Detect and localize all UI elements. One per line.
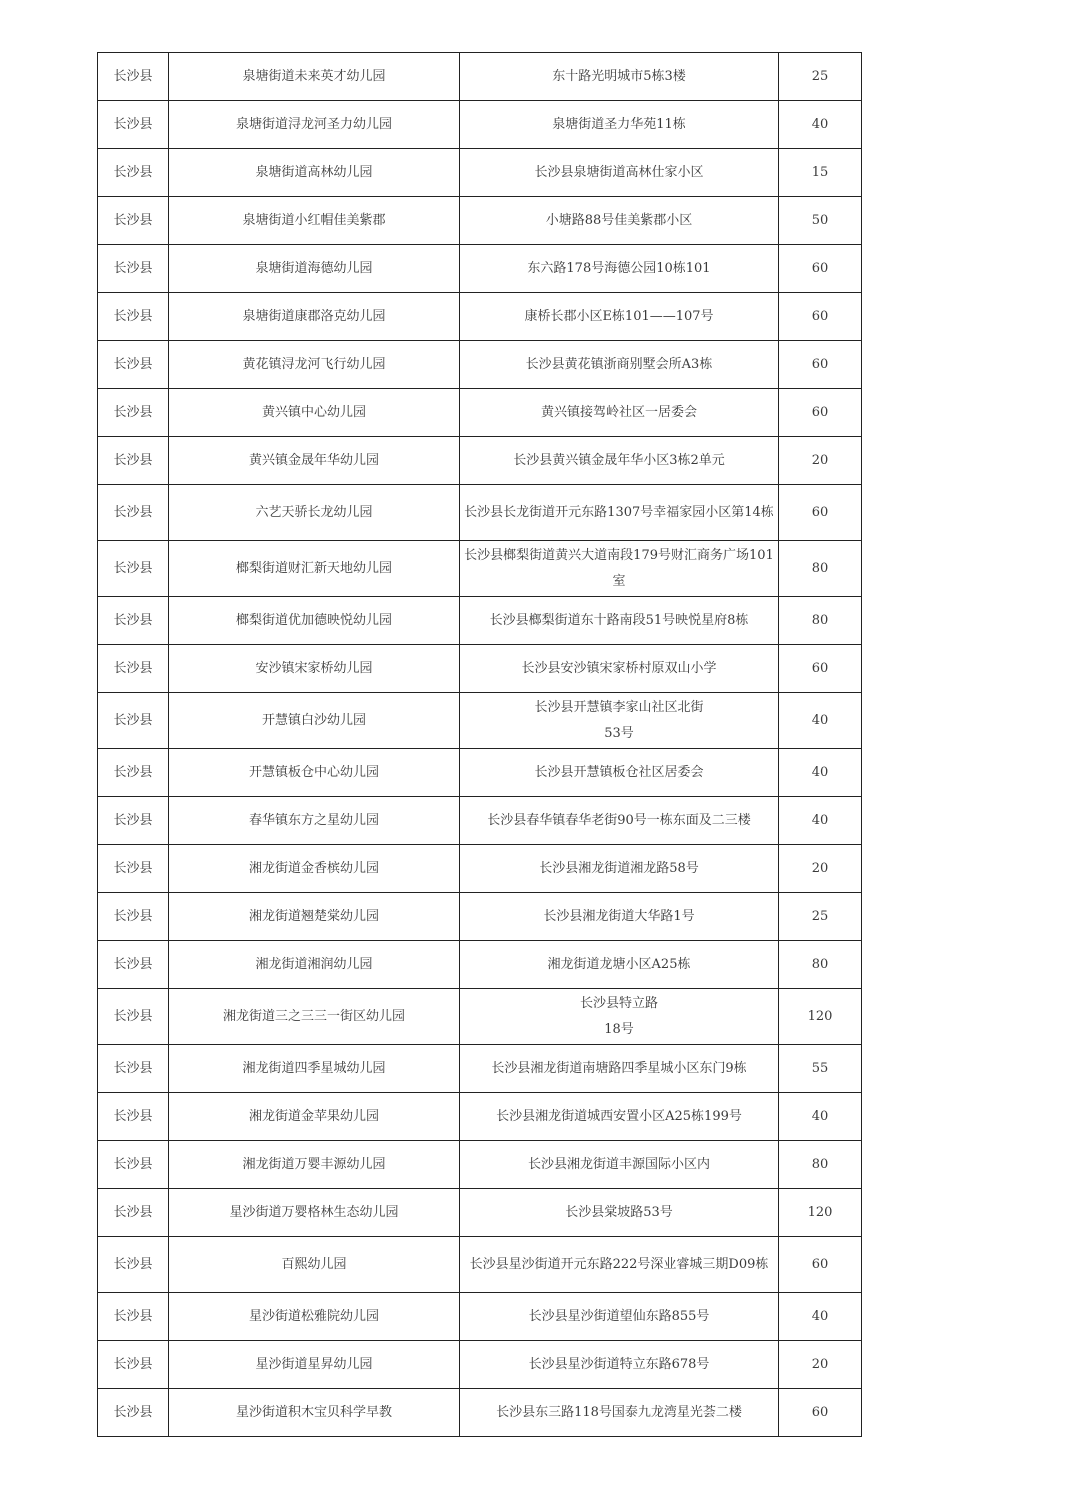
county-cell: 长沙县 [98, 1389, 169, 1437]
kindergarten-name-cell: 星沙街道万婴格林生态幼儿园 [169, 1189, 460, 1237]
kindergarten-name-cell: 湘龙街道四季星城幼儿园 [169, 1045, 460, 1093]
address-cell: 康桥长郡小区E栋101——107号 [460, 293, 779, 341]
capacity-cell: 50 [779, 197, 862, 245]
capacity-cell: 20 [779, 845, 862, 893]
table-row [98, 597, 862, 645]
kindergarten-name-cell: 泉塘街道浔龙河圣力幼儿园 [169, 101, 460, 149]
capacity-cell: 40 [779, 101, 862, 149]
capacity-cell: 40 [779, 749, 862, 797]
county-cell: 长沙县 [98, 597, 169, 645]
county-cell: 长沙县 [98, 53, 169, 101]
table-row [98, 197, 862, 245]
kindergarten-name-cell: 星沙街道积木宝贝科学早教 [169, 1389, 460, 1437]
table-row [98, 293, 862, 341]
kindergarten-name-cell: 泉塘街道小红帽佳美紫郡 [169, 197, 460, 245]
table-row [98, 797, 862, 845]
county-cell: 长沙县 [98, 1045, 169, 1093]
capacity-cell: 20 [779, 1341, 862, 1389]
address-cell: 长沙县湘龙街道南塘路四季星城小区东门9栋 [460, 1045, 779, 1093]
address-cell: 长沙县棠坡路53号 [460, 1189, 779, 1237]
kindergarten-name-cell: 春华镇东方之星幼儿园 [169, 797, 460, 845]
address-cell [460, 989, 779, 1045]
table-row [98, 749, 862, 797]
table-row [98, 389, 862, 437]
capacity-cell: 80 [779, 541, 862, 597]
table-body [98, 53, 862, 1437]
county-cell: 长沙县 [98, 1237, 169, 1293]
kindergarten-name-cell: 开慧镇板仓中心幼儿园 [169, 749, 460, 797]
address-cell: 长沙县榔梨街道黄兴大道南段179号财汇商务广场101室 [460, 541, 779, 597]
capacity-cell: 60 [779, 1237, 862, 1293]
table-row [98, 541, 862, 597]
capacity-cell: 80 [779, 1141, 862, 1189]
table-row [98, 1045, 862, 1093]
county-cell: 长沙县 [98, 245, 169, 293]
kindergarten-name-cell: 榔梨街道财汇新天地幼儿园 [169, 541, 460, 597]
kindergarten-name-cell: 湘龙街道金香槟幼儿园 [169, 845, 460, 893]
address-cell: 长沙县湘龙街道湘龙路58号 [460, 845, 779, 893]
address-cell: 长沙县开慧镇板仓社区居委会 [460, 749, 779, 797]
kindergarten-name-cell: 湘龙街道万婴丰源幼儿园 [169, 1141, 460, 1189]
county-cell: 长沙县 [98, 893, 169, 941]
table-row [98, 437, 862, 485]
county-cell: 长沙县 [98, 645, 169, 693]
table-row [98, 1141, 862, 1189]
kindergarten-name-cell: 泉塘街道海德幼儿园 [169, 245, 460, 293]
address-line: 长沙县开慧镇李家山社区北街 [534, 699, 704, 715]
county-cell: 长沙县 [98, 293, 169, 341]
address-cell: 长沙县星沙街道开元东路222号深业睿城三期D09栋 [460, 1237, 779, 1293]
table-row [98, 1389, 862, 1437]
address-cell: 长沙县湘龙街道城西安置小区A25栋199号 [460, 1093, 779, 1141]
county-cell: 长沙县 [98, 1189, 169, 1237]
address-cell: 长沙县泉塘街道高林仕家小区 [460, 149, 779, 197]
table-row [98, 485, 862, 541]
table-row [98, 149, 862, 197]
table-row [98, 1237, 862, 1293]
county-cell: 长沙县 [98, 389, 169, 437]
capacity-cell: 60 [779, 485, 862, 541]
capacity-cell: 25 [779, 893, 862, 941]
kindergarten-name-cell: 星沙街道星昇幼儿园 [169, 1341, 460, 1389]
kindergarten-name-cell: 六艺天骄长龙幼儿园 [169, 485, 460, 541]
county-cell: 长沙县 [98, 485, 169, 541]
address-cell: 长沙县东三路118号国泰九龙湾星光荟二楼 [460, 1389, 779, 1437]
address-cell: 东六路178号海德公园10栋101 [460, 245, 779, 293]
table-row [98, 1189, 862, 1237]
table-row [98, 693, 862, 749]
address-cell: 长沙县湘龙街道大华路1号 [460, 893, 779, 941]
county-cell: 长沙县 [98, 541, 169, 597]
county-cell: 长沙县 [98, 1341, 169, 1389]
address-line: 18号 [604, 1021, 634, 1037]
kindergarten-name-cell: 湘龙街道翘楚棠幼儿园 [169, 893, 460, 941]
address-cell: 长沙县星沙街道特立东路678号 [460, 1341, 779, 1389]
county-cell: 长沙县 [98, 941, 169, 989]
capacity-cell: 40 [779, 693, 862, 749]
capacity-cell: 40 [779, 1293, 862, 1341]
capacity-cell: 60 [779, 293, 862, 341]
kindergarten-name-cell: 黄兴镇金晟年华幼儿园 [169, 437, 460, 485]
address-cell: 长沙县黄兴镇金晟年华小区3栋2单元 [460, 437, 779, 485]
kindergarten-name-cell: 湘龙街道湘润幼儿园 [169, 941, 460, 989]
capacity-cell: 25 [779, 53, 862, 101]
capacity-cell: 60 [779, 341, 862, 389]
capacity-cell: 60 [779, 389, 862, 437]
table-row [98, 1293, 862, 1341]
kindergarten-table [97, 52, 862, 1437]
kindergarten-name-cell: 黄花镇浔龙河飞行幼儿园 [169, 341, 460, 389]
address-cell: 小塘路88号佳美紫郡小区 [460, 197, 779, 245]
county-cell: 长沙县 [98, 341, 169, 389]
county-cell: 长沙县 [98, 1141, 169, 1189]
table-row [98, 845, 862, 893]
kindergarten-name-cell: 泉塘街道高林幼儿园 [169, 149, 460, 197]
table-row [98, 341, 862, 389]
capacity-cell: 40 [779, 797, 862, 845]
kindergarten-name-cell: 黄兴镇中心幼儿园 [169, 389, 460, 437]
address-cell: 长沙县黄花镇浙商别墅会所A3栋 [460, 341, 779, 389]
kindergarten-name-cell: 泉塘街道未来英才幼儿园 [169, 53, 460, 101]
address-cell: 长沙县春华镇春华老街90号一栋东面及二三楼 [460, 797, 779, 845]
capacity-cell: 40 [779, 1093, 862, 1141]
county-cell: 长沙县 [98, 845, 169, 893]
address-cell: 泉塘街道圣力华苑11栋 [460, 101, 779, 149]
capacity-cell: 120 [779, 989, 862, 1045]
address-line: 53号 [604, 725, 634, 741]
address-line: 长沙县特立路 [579, 995, 658, 1011]
table-row [98, 101, 862, 149]
table-row [98, 53, 862, 101]
address-cell: 长沙县长龙街道开元东路1307号幸福家园小区第14栋 [460, 485, 779, 541]
table-row [98, 245, 862, 293]
table-row [98, 645, 862, 693]
kindergarten-name-cell: 榔梨街道优加德映悦幼儿园 [169, 597, 460, 645]
county-cell: 长沙县 [98, 797, 169, 845]
address-cell: 长沙县榔梨街道东十路南段51号映悦星府8栋 [460, 597, 779, 645]
kindergarten-name-cell: 开慧镇白沙幼儿园 [169, 693, 460, 749]
county-cell: 长沙县 [98, 693, 169, 749]
table-row [98, 941, 862, 989]
capacity-cell: 55 [779, 1045, 862, 1093]
kindergarten-name-cell: 星沙街道松雅院幼儿园 [169, 1293, 460, 1341]
address-cell [460, 693, 779, 749]
capacity-cell: 60 [779, 645, 862, 693]
kindergarten-name-cell: 安沙镇宋家桥幼儿园 [169, 645, 460, 693]
county-cell: 长沙县 [98, 197, 169, 245]
county-cell: 长沙县 [98, 149, 169, 197]
capacity-cell: 80 [779, 597, 862, 645]
capacity-cell: 60 [779, 1389, 862, 1437]
county-cell: 长沙县 [98, 101, 169, 149]
address-cell: 长沙县星沙街道望仙东路855号 [460, 1293, 779, 1341]
address-cell: 湘龙街道龙塘小区A25栋 [460, 941, 779, 989]
county-cell: 长沙县 [98, 1293, 169, 1341]
address-cell: 长沙县安沙镇宋家桥村原双山小学 [460, 645, 779, 693]
capacity-cell: 80 [779, 941, 862, 989]
address-cell: 东十路光明城市5栋3楼 [460, 53, 779, 101]
capacity-cell: 60 [779, 245, 862, 293]
county-cell: 长沙县 [98, 749, 169, 797]
capacity-cell: 120 [779, 1189, 862, 1237]
county-cell: 长沙县 [98, 989, 169, 1045]
table-row [98, 989, 862, 1045]
capacity-cell: 15 [779, 149, 862, 197]
kindergarten-name-cell: 百熙幼儿园 [169, 1237, 460, 1293]
table-row [98, 1341, 862, 1389]
capacity-cell: 20 [779, 437, 862, 485]
table-row [98, 893, 862, 941]
kindergarten-name-cell: 湘龙街道金苹果幼儿园 [169, 1093, 460, 1141]
address-cell: 黄兴镇接驾岭社区一居委会 [460, 389, 779, 437]
table-row [98, 1093, 862, 1141]
kindergarten-name-cell: 湘龙街道三之三三一街区幼儿园 [169, 989, 460, 1045]
county-cell: 长沙县 [98, 1093, 169, 1141]
kindergarten-name-cell: 泉塘街道康郡洛克幼儿园 [169, 293, 460, 341]
address-cell: 长沙县湘龙街道丰源国际小区内 [460, 1141, 779, 1189]
county-cell: 长沙县 [98, 437, 169, 485]
